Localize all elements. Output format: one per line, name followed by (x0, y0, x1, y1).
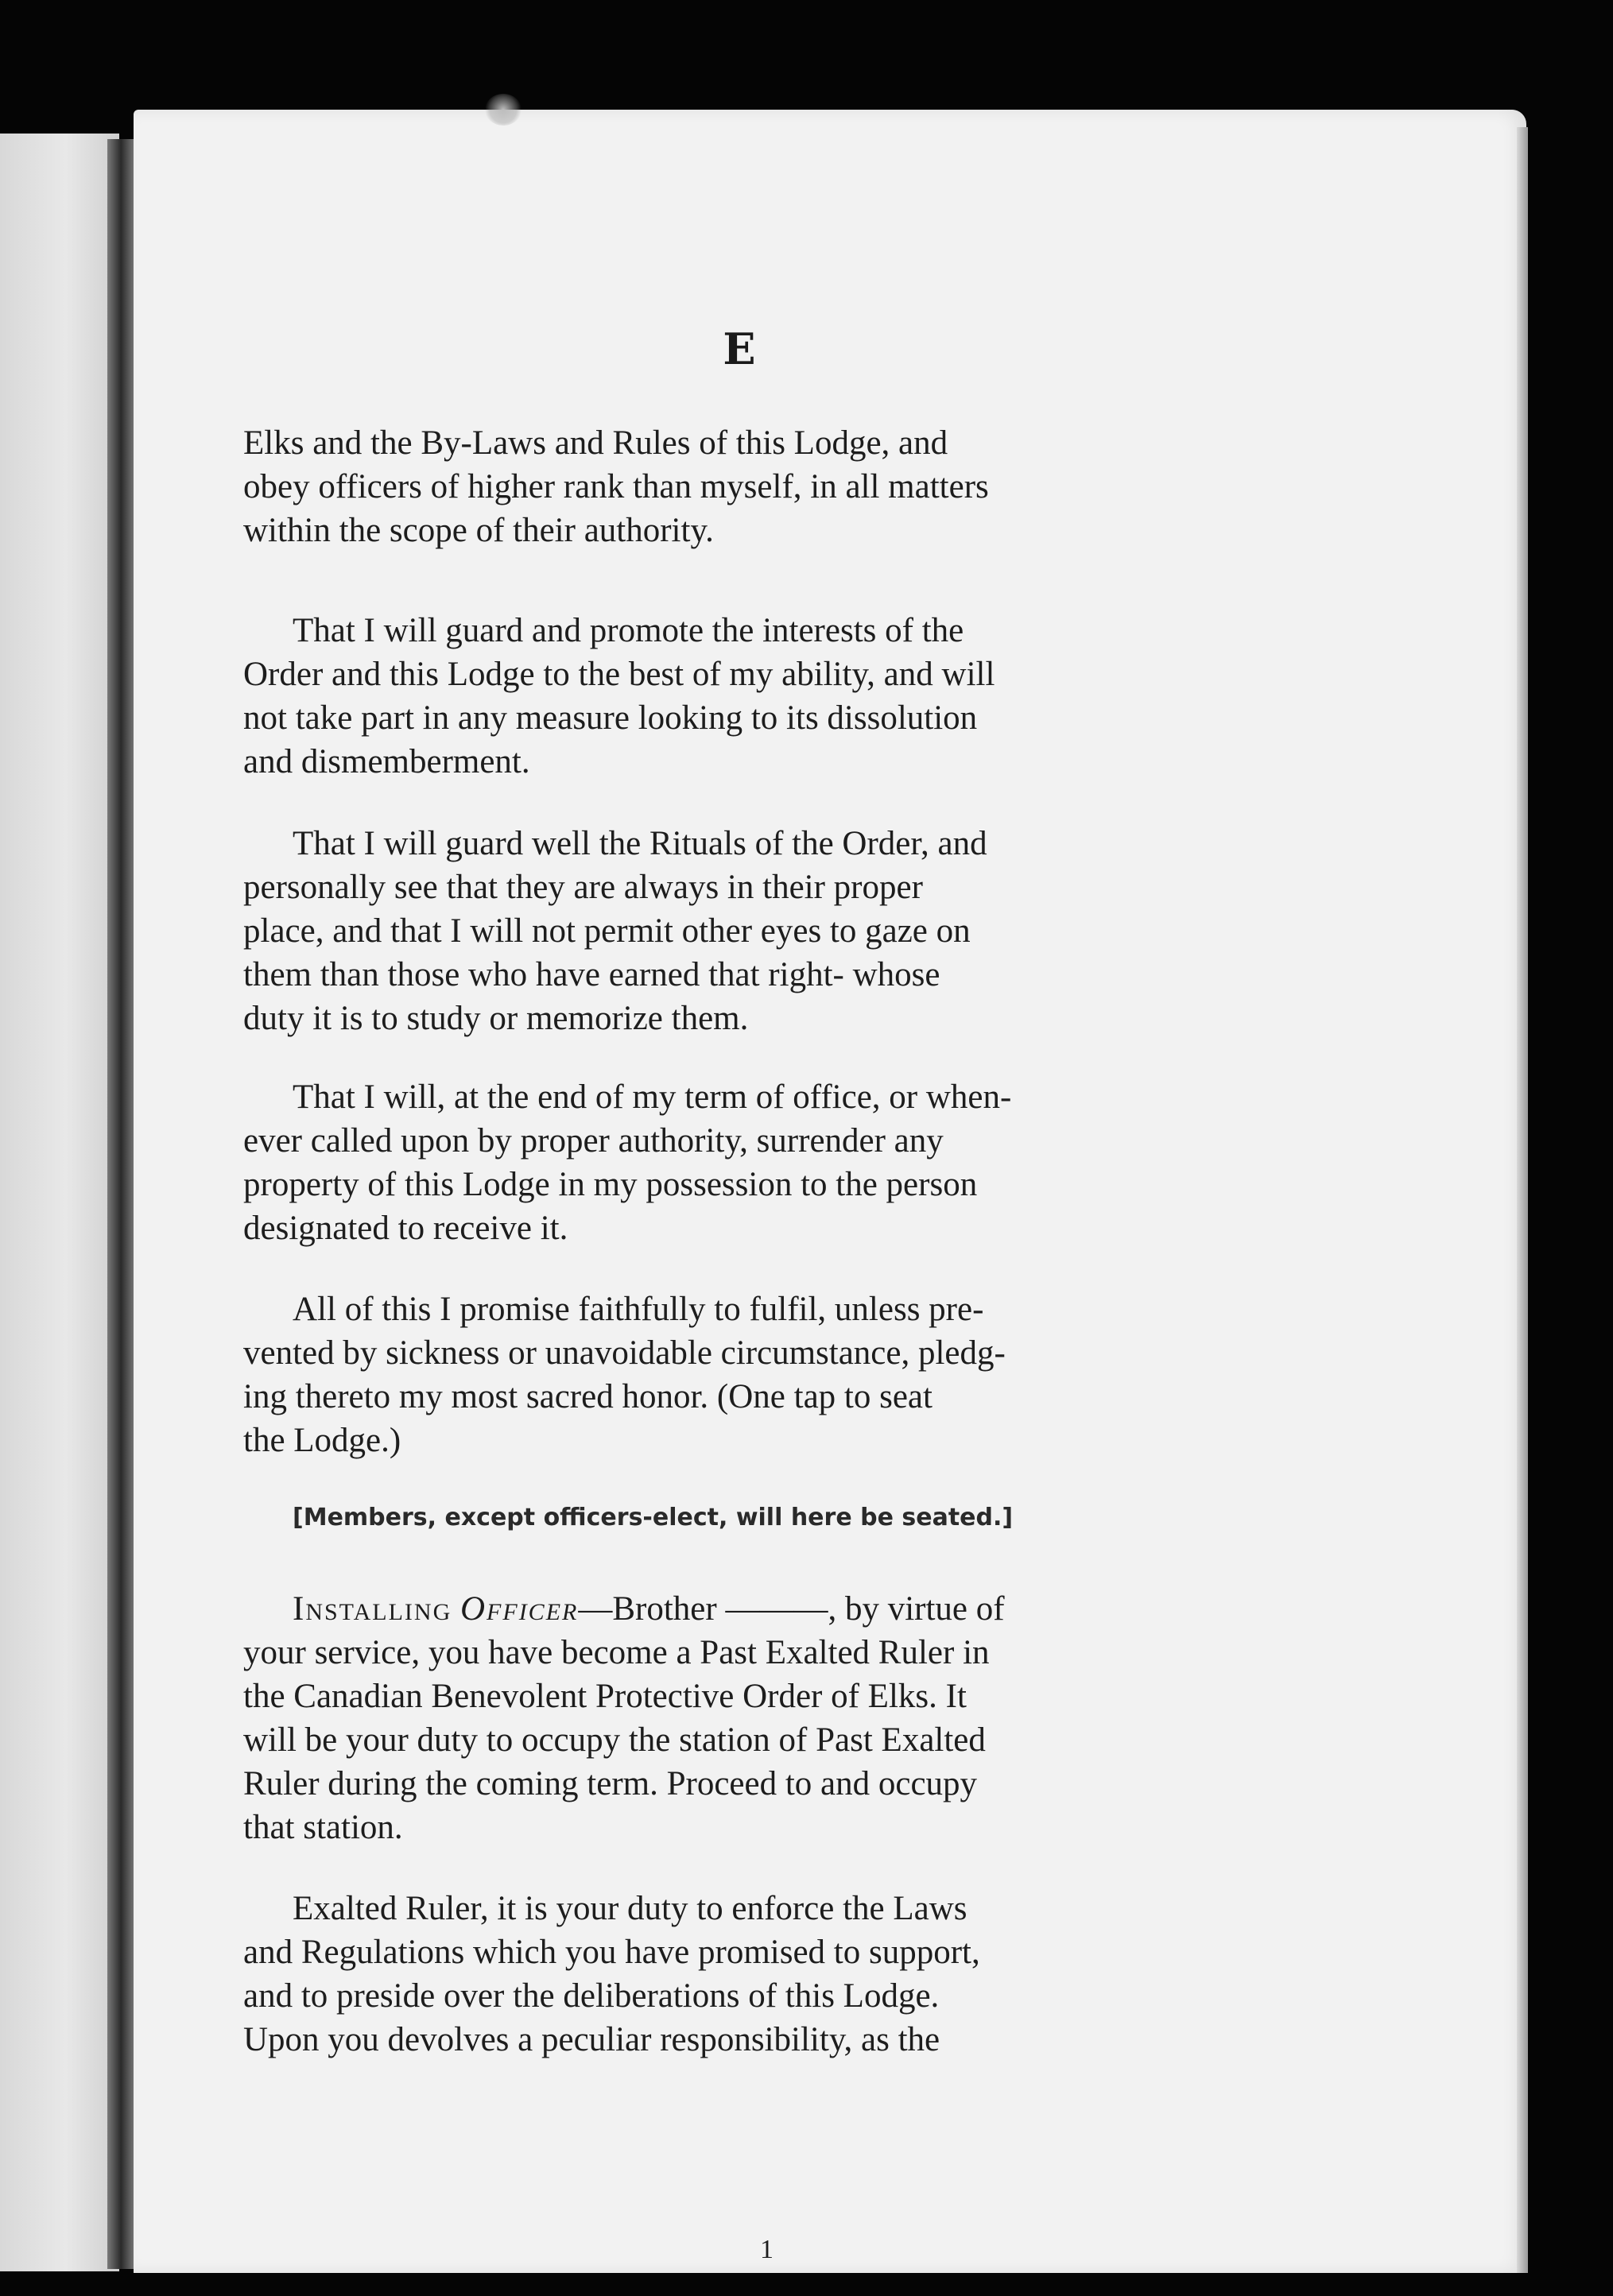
text-line: obey officers of higher rank than myself, in all matters (243, 468, 989, 505)
paragraph-guard-rituals (243, 822, 1240, 1040)
text-line: Elks and the By-Laws and Rules of this Lodge, and (243, 424, 948, 462)
text-line: and to preside over the deliberations of this Lodge. (243, 1977, 940, 2015)
text-line: and Regulations which you have promised to support, (243, 1934, 980, 1971)
text-line: That I will, at the end of my term of office, or when- (293, 1078, 1012, 1116)
left-page-edge (0, 134, 119, 2271)
text-line: Order and this Lodge to the best of my ability, and will (243, 656, 995, 693)
text-line: vented by sickness or unavoidable circumstance, pledg- (243, 1334, 1006, 1372)
text-line: property of this Lodge in my possession to the person (243, 1166, 978, 1203)
paragraph-installing-officer (243, 1587, 1240, 1849)
stage-direction-note: [Members, except officers-elect, will here be seated.] (293, 1504, 1014, 1531)
paragraph-oath-continuation (243, 421, 1240, 552)
speaker-name-second: Officer (459, 1590, 579, 1628)
text-line: not take part in any measure looking to its dissolution (243, 699, 978, 737)
page-edge-shadow (1517, 127, 1528, 2273)
text-line: Exalted Ruler, it is your duty to enforce the Laws (293, 1890, 967, 1927)
text-line: that station. (243, 1809, 403, 1846)
page-header-letter: E (723, 323, 756, 374)
text-line: within the scope of their authority. (243, 512, 714, 549)
speech-start: —Brother ———, by virtue of (578, 1590, 1005, 1628)
text-line: ever called upon by proper authority, surrender any (243, 1122, 944, 1160)
text-line: Ruler during the coming term. Proceed to and occupy (243, 1765, 978, 1802)
scan-glare (485, 94, 522, 126)
text-line: personally see that they are always in their proper (243, 869, 923, 906)
text-line: and dismemberment. (243, 743, 530, 780)
text-line: All of this I promise faithfully to fulfil, unless pre- (293, 1291, 984, 1328)
text-line: Upon you devolves a peculiar responsibility, as the (243, 2021, 940, 2058)
paragraph-promise (243, 1287, 1240, 1462)
text-line: the Lodge.) (243, 1422, 401, 1459)
paragraph-guard-interests (243, 609, 1240, 784)
text-line: the Canadian Benevolent Protective Order of Elks. It (243, 1678, 967, 1715)
text-line: designated to receive it. (243, 1210, 568, 1247)
text-line (243, 1587, 1240, 1631)
text-line: place, and that I will not permit other eyes to gaze on (243, 912, 971, 950)
text-line: That I will guard and promote the interests of the (293, 612, 964, 649)
text-line: will be your duty to occupy the station of Past Exalted (243, 1721, 986, 1759)
speaker-name-first: Installing (293, 1590, 452, 1628)
text-line: That I will guard well the Rituals of the Order, and (293, 825, 987, 862)
paragraph-surrender-property (243, 1075, 1240, 1250)
page-folio-mark: 1 (760, 2235, 774, 2264)
text-line: your service, you have become a Past Exalted Ruler in (243, 1634, 990, 1671)
paragraph-exalted-ruler-duty (243, 1887, 1240, 2062)
text-line: them than those who have earned that right- whose (243, 956, 940, 993)
text-line: duty it is to study or memorize them. (243, 1000, 749, 1037)
text-line: ing thereto my most sacred honor. (One tap to seat (243, 1378, 933, 1415)
